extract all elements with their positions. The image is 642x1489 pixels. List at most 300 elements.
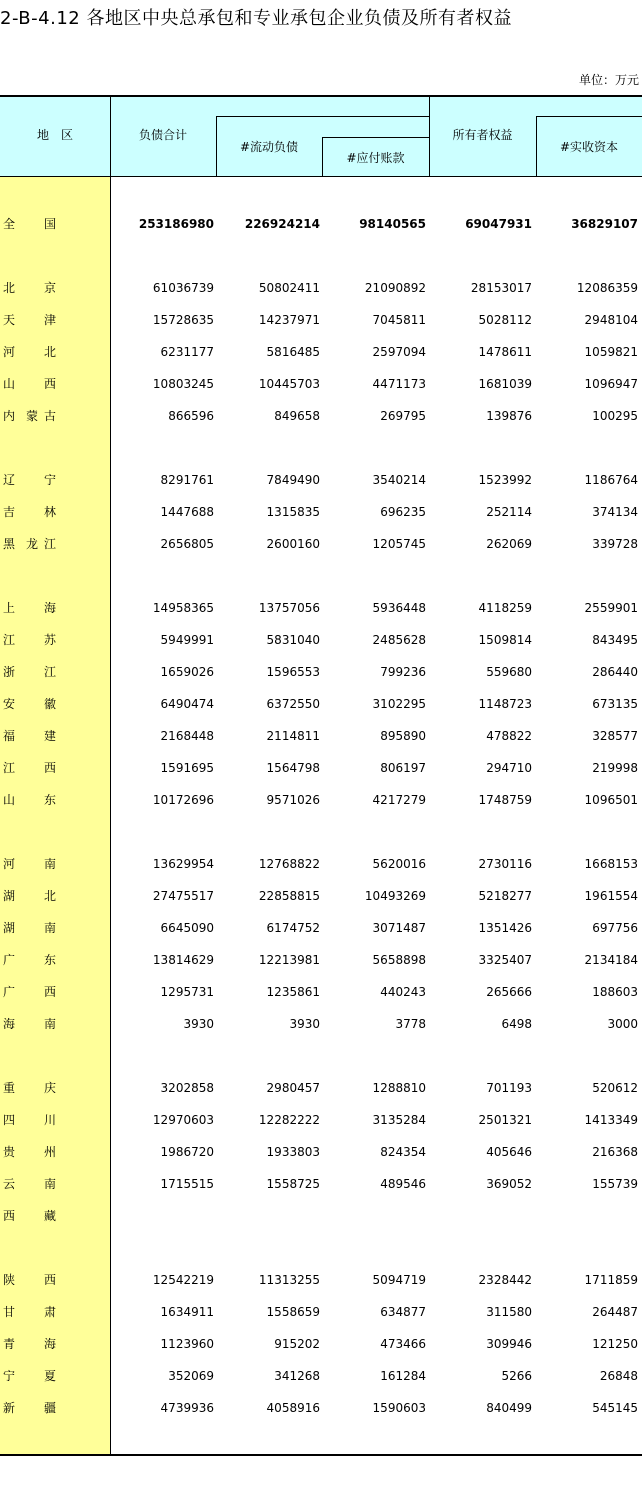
table-row	[0, 880, 642, 912]
region-name	[0, 976, 110, 1008]
region-name	[0, 400, 110, 432]
region-char: 浙	[3, 665, 16, 679]
region-char: 川	[44, 1113, 57, 1127]
rule-header-bottom	[0, 176, 642, 177]
col-divider-3	[322, 137, 323, 177]
region-name	[0, 1392, 110, 1424]
cell-value: 3202858	[160, 1081, 214, 1095]
table-row	[0, 624, 642, 656]
cell-value: 369052	[486, 1177, 532, 1191]
cell-value: 1413349	[584, 1113, 638, 1127]
col-divider-4	[429, 95, 430, 177]
cell-value: 8291761	[160, 473, 214, 487]
region-name	[0, 752, 110, 784]
cell-value: 341268	[274, 1369, 320, 1383]
region-char: 州	[44, 1145, 57, 1159]
region-char: 夏	[44, 1369, 57, 1383]
cell-value: 1059821	[584, 345, 638, 359]
region-char: 苏	[44, 633, 57, 647]
region-char: 天	[3, 313, 16, 327]
region-char: 疆	[44, 1401, 57, 1415]
table-row	[0, 464, 642, 496]
table-row	[0, 304, 642, 336]
region-char: 陕	[3, 1273, 16, 1287]
cell-value: 219998	[592, 761, 638, 775]
table-row	[0, 368, 642, 400]
cell-value: 2600160	[266, 537, 320, 551]
region-char: 山	[3, 793, 16, 807]
cell-value: 1096501	[584, 793, 638, 807]
cell-value: 1351426	[478, 921, 532, 935]
table-row	[0, 1264, 642, 1296]
region-char: 北	[3, 281, 16, 295]
cell-value: 1668153	[584, 857, 638, 871]
cell-value: 9571026	[266, 793, 320, 807]
cell-value: 5936448	[372, 601, 426, 615]
region-char: 肃	[44, 1305, 57, 1319]
table-row	[0, 1072, 642, 1104]
cell-value: 3540214	[372, 473, 426, 487]
cell-value: 6372550	[266, 697, 320, 711]
cell-value: 1933803	[266, 1145, 320, 1159]
region-name	[0, 1296, 110, 1328]
cell-value: 13814629	[152, 953, 214, 967]
cell-value: 696235	[380, 505, 426, 519]
cell-value: 12970603	[152, 1113, 214, 1127]
cell-value: 895890	[380, 729, 426, 743]
cell-value: 5266	[501, 1369, 532, 1383]
cell-value: 5949991	[160, 633, 214, 647]
table-row	[0, 208, 642, 240]
region-char: 江	[3, 761, 16, 775]
cell-value: 12768822	[258, 857, 320, 871]
cell-value: 1659026	[160, 665, 214, 679]
cell-value: 1681039	[478, 377, 532, 391]
data-table	[0, 95, 642, 1457]
region-name	[0, 496, 110, 528]
header-accounts-payable: #应付账款	[346, 151, 405, 165]
region-name	[0, 848, 110, 880]
table-row	[0, 1008, 642, 1040]
region-char: 河	[3, 857, 16, 871]
cell-value: 2501321	[478, 1113, 532, 1127]
cell-value: 1715515	[160, 1177, 214, 1191]
region-name	[0, 592, 110, 624]
cell-value: 3071487	[372, 921, 426, 935]
region-char: 西	[44, 377, 57, 391]
cell-value: 634877	[380, 1305, 426, 1319]
header-current-liabilities: #流动负债	[239, 140, 299, 154]
region-char: 内	[3, 409, 16, 423]
cell-value: 440243	[380, 985, 426, 999]
region-char: 重	[3, 1081, 16, 1095]
region-char: 藏	[44, 1209, 57, 1223]
region-char: 四	[3, 1113, 16, 1127]
table-row	[0, 1200, 642, 1232]
cell-value: 3930	[183, 1017, 214, 1031]
region-name	[0, 1104, 110, 1136]
region-char: 京	[44, 281, 57, 295]
region-name	[0, 304, 110, 336]
header-region: 地 区	[36, 128, 73, 142]
table-row	[0, 272, 642, 304]
cell-value: 3325407	[478, 953, 532, 967]
cell-value: 840499	[486, 1401, 532, 1415]
cell-value: 1748759	[478, 793, 532, 807]
cell-value: 328577	[592, 729, 638, 743]
cell-value: 12086359	[576, 281, 638, 295]
table-row	[0, 848, 642, 880]
cell-value: 61036739	[152, 281, 214, 295]
cell-value: 2980457	[266, 1081, 320, 1095]
region-char: 云	[3, 1177, 16, 1191]
cell-value: 489546	[380, 1177, 426, 1191]
region-name	[0, 1008, 110, 1040]
cell-value: 824354	[380, 1145, 426, 1159]
region-char: 江	[3, 633, 16, 647]
cell-value: 139876	[486, 409, 532, 423]
cell-value: 1186764	[584, 473, 638, 487]
cell-value: 1596553	[266, 665, 320, 679]
region-char: 林	[44, 505, 57, 519]
cell-value: 697756	[592, 921, 638, 935]
cell-value: 5218277	[478, 889, 532, 903]
region-name	[0, 1072, 110, 1104]
cell-value: 252114	[486, 505, 532, 519]
region-char: 徽	[44, 697, 57, 711]
cell-value: 4739936	[160, 1401, 214, 1415]
cell-value: 21090892	[364, 281, 426, 295]
cell-value: 253186980	[138, 217, 214, 231]
cell-value: 1235861	[266, 985, 320, 999]
table-title: 2-B-4.12 各地区中央总承包和专业承包企业负债及所有者权益	[0, 8, 512, 29]
table-row	[0, 400, 642, 432]
cell-value: 11313255	[258, 1273, 320, 1287]
cell-value: 2168448	[160, 729, 214, 743]
cell-value: 15728635	[152, 313, 214, 327]
cell-value: 10493269	[364, 889, 426, 903]
region-char: 建	[44, 729, 57, 743]
cell-value: 1558659	[266, 1305, 320, 1319]
region-char: 广	[3, 953, 16, 967]
region-char: 青	[3, 1337, 16, 1351]
region-char: 甘	[3, 1305, 16, 1319]
region-char: 南	[44, 857, 57, 871]
region-name	[0, 272, 110, 304]
table-row	[0, 656, 642, 688]
cell-value: 5831040	[266, 633, 320, 647]
cell-value: 339728	[592, 537, 638, 551]
cell-value: 473466	[380, 1337, 426, 1351]
cell-value: 100295	[592, 409, 638, 423]
table-row	[0, 1392, 642, 1424]
cell-value: 264487	[592, 1305, 638, 1319]
cell-value: 1558725	[266, 1177, 320, 1191]
cell-value: 10803245	[152, 377, 214, 391]
cell-value: 374134	[592, 505, 638, 519]
cell-value: 10445703	[258, 377, 320, 391]
region-char: 宁	[44, 473, 57, 487]
cell-value: 6645090	[160, 921, 214, 935]
region-char: 津	[44, 313, 57, 327]
cell-value: 405646	[486, 1145, 532, 1159]
cell-value: 1205745	[372, 537, 426, 551]
cell-value: 7849490	[266, 473, 320, 487]
cell-value: 1447688	[160, 505, 214, 519]
cell-value: 2485628	[372, 633, 426, 647]
region-char: 全	[3, 217, 16, 231]
region-char: 黑	[3, 537, 16, 551]
region-char: 海	[44, 601, 57, 615]
region-char: 福	[3, 729, 16, 743]
cell-value: 27475517	[152, 889, 214, 903]
cell-value: 3102295	[372, 697, 426, 711]
cell-value: 13757056	[258, 601, 320, 615]
cell-value: 7045811	[372, 313, 426, 327]
cell-value: 50802411	[258, 281, 320, 295]
region-char: 江	[44, 537, 57, 551]
cell-value: 849658	[274, 409, 320, 423]
region-name	[0, 1136, 110, 1168]
cell-value: 4217279	[372, 793, 426, 807]
cell-value: 1315835	[266, 505, 320, 519]
cell-value: 22858815	[258, 889, 320, 903]
cell-value: 3930	[289, 1017, 320, 1031]
cell-value: 673135	[592, 697, 638, 711]
cell-value: 121250	[592, 1337, 638, 1351]
region-char: 古	[44, 409, 57, 423]
region-char: 西	[3, 1209, 16, 1223]
region-name	[0, 1328, 110, 1360]
region-char: 广	[3, 985, 16, 999]
cell-value: 806197	[380, 761, 426, 775]
rule-sub-2	[322, 137, 429, 138]
table-row	[0, 496, 642, 528]
cell-value: 1148723	[478, 697, 532, 711]
cell-value: 2656805	[160, 537, 214, 551]
cell-value: 12282222	[258, 1113, 320, 1127]
cell-value: 6498	[501, 1017, 532, 1031]
table-row	[0, 944, 642, 976]
cell-value: 28153017	[470, 281, 532, 295]
cell-value: 311580	[486, 1305, 532, 1319]
cell-value: 10172696	[152, 793, 214, 807]
cell-value: 216368	[592, 1145, 638, 1159]
region-name	[0, 880, 110, 912]
region-char: 安	[3, 697, 16, 711]
cell-value: 1523992	[478, 473, 532, 487]
cell-value: 2597094	[372, 345, 426, 359]
cell-value: 2328442	[478, 1273, 532, 1287]
cell-value: 309946	[486, 1337, 532, 1351]
region-char: 新	[3, 1401, 16, 1415]
region-char: 东	[44, 953, 57, 967]
cell-value: 69047931	[465, 217, 532, 231]
rule-sub-3	[536, 116, 642, 117]
cell-value: 545145	[592, 1401, 638, 1415]
region-char: 东	[44, 793, 57, 807]
region-name	[0, 784, 110, 816]
region-char: 江	[44, 665, 57, 679]
cell-value: 14958365	[152, 601, 214, 615]
table-row	[0, 784, 642, 816]
region-char: 上	[3, 601, 16, 615]
cell-value: 4058916	[266, 1401, 320, 1415]
cell-value: 2559901	[584, 601, 638, 615]
table-row	[0, 1360, 642, 1392]
region-name	[0, 656, 110, 688]
region-name	[0, 912, 110, 944]
header-paid-in-capital: #实收资本	[559, 140, 619, 154]
table-row	[0, 592, 642, 624]
cell-value: 1634911	[160, 1305, 214, 1319]
cell-value: 1590603	[372, 1401, 426, 1415]
cell-value: 3778	[395, 1017, 426, 1031]
cell-value: 1711859	[584, 1273, 638, 1287]
region-char: 北	[44, 889, 57, 903]
cell-value: 6231177	[160, 345, 214, 359]
cell-value: 13629954	[152, 857, 214, 871]
header-owners-equity: 所有者权益	[452, 128, 513, 142]
cell-value: 1564798	[266, 761, 320, 775]
region-char: 贵	[3, 1145, 16, 1159]
region-char: 吉	[3, 505, 16, 519]
region-char: 南	[44, 1017, 57, 1031]
cell-value: 12213981	[258, 953, 320, 967]
region-name	[0, 688, 110, 720]
region-char: 西	[44, 761, 57, 775]
table-row	[0, 336, 642, 368]
table-row	[0, 720, 642, 752]
cell-value: 559680	[486, 665, 532, 679]
rule-top	[0, 95, 642, 97]
cell-value: 3000	[607, 1017, 638, 1031]
cell-value: 799236	[380, 665, 426, 679]
col-divider-2	[216, 116, 217, 177]
cell-value: 2114811	[266, 729, 320, 743]
cell-value: 866596	[168, 409, 214, 423]
region-char: 龙	[26, 537, 39, 551]
region-name	[0, 624, 110, 656]
cell-value: 1478611	[478, 345, 532, 359]
cell-value: 6490474	[160, 697, 214, 711]
region-name	[0, 368, 110, 400]
cell-value: 188603	[592, 985, 638, 999]
cell-value: 6174752	[266, 921, 320, 935]
cell-value: 5620016	[372, 857, 426, 871]
region-name	[0, 944, 110, 976]
region-name	[0, 528, 110, 560]
region-name	[0, 464, 110, 496]
table-row	[0, 1328, 642, 1360]
unit-label: 单位：万元	[578, 73, 639, 87]
cell-value: 1591695	[160, 761, 214, 775]
region-char: 辽	[3, 473, 16, 487]
cell-value: 226924214	[244, 217, 320, 231]
cell-value: 4118259	[478, 601, 532, 615]
table-row	[0, 1104, 642, 1136]
cell-value: 12542219	[152, 1273, 214, 1287]
cell-value: 2134184	[584, 953, 638, 967]
cell-value: 1961554	[584, 889, 638, 903]
region-char: 河	[3, 345, 16, 359]
region-name	[0, 1168, 110, 1200]
region-char: 西	[44, 1273, 57, 1287]
region-char: 海	[44, 1337, 57, 1351]
table-row	[0, 528, 642, 560]
region-char: 西	[44, 985, 57, 999]
region-char: 北	[44, 345, 57, 359]
cell-value: 161284	[380, 1369, 426, 1383]
region-name	[0, 1360, 110, 1392]
cell-value: 269795	[380, 409, 426, 423]
cell-value: 14237971	[258, 313, 320, 327]
cell-value: 98140565	[359, 217, 426, 231]
region-char: 宁	[3, 1369, 16, 1383]
region-char: 湖	[3, 889, 16, 903]
cell-value: 1123960	[160, 1337, 214, 1351]
cell-value: 352069	[168, 1369, 214, 1383]
table-row	[0, 1168, 642, 1200]
rule-bottom	[0, 1454, 642, 1456]
region-char: 山	[3, 377, 16, 391]
table-row	[0, 976, 642, 1008]
region-char: 庆	[44, 1081, 57, 1095]
rule-sub-1	[216, 116, 429, 117]
table-row	[0, 912, 642, 944]
cell-value: 294710	[486, 761, 532, 775]
cell-value: 1509814	[478, 633, 532, 647]
table-row	[0, 1296, 642, 1328]
region-char: 海	[3, 1017, 16, 1031]
cell-value: 286440	[592, 665, 638, 679]
cell-value: 2730116	[478, 857, 532, 871]
region-char: 国	[44, 217, 57, 231]
region-name	[0, 720, 110, 752]
cell-value: 3135284	[372, 1113, 426, 1127]
region-char: 南	[44, 1177, 57, 1191]
region-name	[0, 208, 110, 240]
cell-value: 520612	[592, 1081, 638, 1095]
cell-value: 843495	[592, 633, 638, 647]
cell-value: 5658898	[372, 953, 426, 967]
cell-value: 1295731	[160, 985, 214, 999]
cell-value: 4471173	[372, 377, 426, 391]
region-name	[0, 336, 110, 368]
table-row	[0, 688, 642, 720]
cell-value: 478822	[486, 729, 532, 743]
cell-value: 262069	[486, 537, 532, 551]
region-name	[0, 1200, 110, 1232]
cell-value: 26848	[599, 1369, 638, 1383]
header-total-liabilities: 负债合计	[138, 128, 187, 142]
cell-value: 155739	[592, 1177, 638, 1191]
region-char: 湖	[3, 921, 16, 935]
col-divider-5	[536, 116, 537, 177]
cell-value: 701193	[486, 1081, 532, 1095]
cell-value: 36829107	[571, 217, 638, 231]
cell-value: 1096947	[584, 377, 638, 391]
cell-value: 915202	[274, 1337, 320, 1351]
cell-value: 1986720	[160, 1145, 214, 1159]
region-char: 南	[44, 921, 57, 935]
table-row	[0, 752, 642, 784]
cell-value: 265666	[486, 985, 532, 999]
cell-value: 2948104	[584, 313, 638, 327]
col-divider-1	[110, 95, 111, 1455]
region-name	[0, 1264, 110, 1296]
cell-value: 5094719	[372, 1273, 426, 1287]
